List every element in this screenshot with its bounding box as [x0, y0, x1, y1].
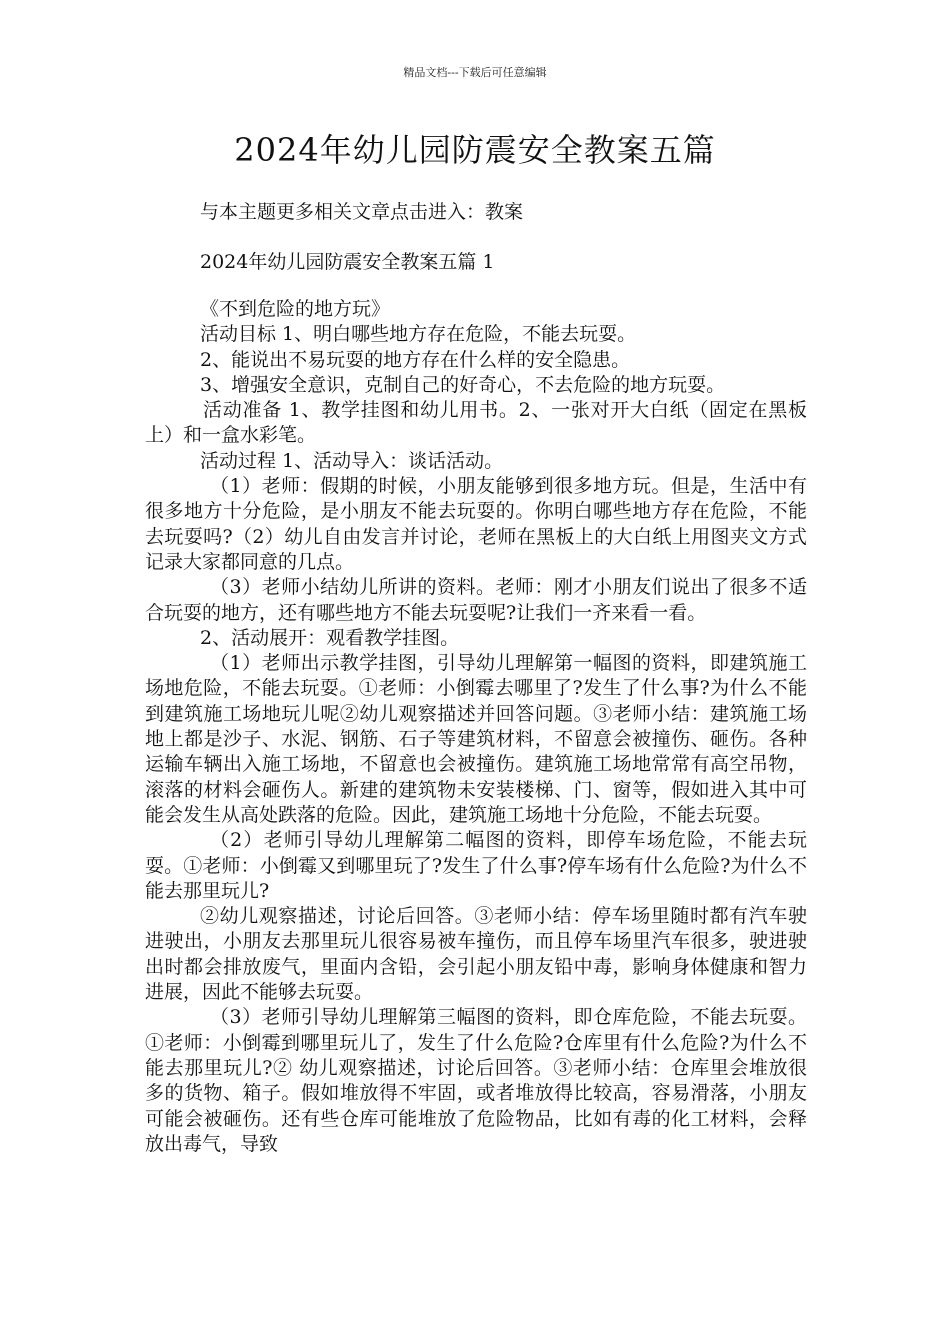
paragraph-activity-expand: 2、活动展开：观看教学挂图。 — [200, 626, 460, 649]
paragraph-process-1: （1）老师：假期的时候，小朋友能够到很多地方玩。但是，生活中有很多地方十分危险，是小朋友不能去玩耍的。你明白哪些地方存在危险，不能去玩耍吗?（2）幼儿自由发言并讨论，老师在黑板上的大白纸上用图夹文方式记录大家都同意的几点。 — [145, 475, 807, 573]
page-header: 精品文档---下载后可任意编辑 — [403, 66, 547, 79]
paragraph-process-intro: 活动过程 1、活动导入：谈话活动。 — [200, 449, 504, 472]
paragraph-goal-2: 2、能说出不易玩耍的地方存在什么样的安全隐患。 — [200, 348, 631, 371]
document-title: 2024年幼儿园防震安全教案五篇 — [234, 131, 716, 169]
paragraph-goal-1: 活动目标 1、明白哪些地方存在危险，不能去玩耍。 — [200, 323, 637, 346]
paragraph-process-3: （3）老师小结幼儿所讲的资料。老师：刚才小朋友们说出了很多不适合玩耍的地方，还有哪些地方不能去玩耍呢?让我们一齐来看一看。 — [145, 576, 807, 624]
related-articles-line: 与本主题更多相关文章点击进入：教案 — [200, 201, 524, 223]
paragraph-picture-3: （3）老师引导幼儿理解第三幅图的资料，即仓库危险，不能去玩耍。①老师：小倒霉到哪里玩儿了，发生了什么危险?仓库里有什么危险?为什么不能去那里玩儿?② 幼儿观察描述，讨论后回答。③老师小结：仓库里会堆放很多的货物、箱子。假如堆放得不牢固，或者堆放得比较高，容易滑落，小朋友可能会被砸伤。还有些仓库可能堆放了危险物品，比如有毒的化工材料，会释放出毒气，导致 — [145, 1006, 807, 1155]
paragraph-picture-2: （2）老师引导幼儿理解第二幅图的资料，即停车场危险，不能去玩耍。①老师：小倒霉又到哪里玩了?发生了什么事?停车场有什么危险?为什么不能去那里玩儿? — [145, 829, 807, 902]
lesson-title: 《不到危险的地方玩》 — [200, 298, 391, 320]
paragraph-picture-1: （1）老师出示教学挂图，引导幼儿理解第一幅图的资料，即建筑施工场地危险，不能去玩耍。①老师：小倒霉去哪里了?发生了什么事?为什么不能到建筑施工场地玩儿呢②幼儿观察描述并回答问题。③老师小结：建筑施工场地上都是沙子、水泥、钢筋、石子等建筑材料，不留意会被撞伤、砸伤。各种运输车辆出入施工场地，不留意也会被撞伤。建筑施工场地常常有高空吊物，滚落的材料会砸伤人。新建的建筑物未安装楼梯、门、窗等，假如进入其中可能会发生从高处跌落的危险。因此，建筑施工场地十分危险，不能去玩耍。 — [145, 652, 807, 826]
document-body — [145, 297, 807, 1157]
paragraph-preparation: 活动准备 1、教学挂图和幼儿用书。2、一张对开大白纸（固定在黑板上）和一盒水彩笔。 — [145, 399, 807, 447]
section-title: 2024年幼儿园防震安全教案五篇 1 — [200, 251, 495, 273]
paragraph-picture-2-summary: ②幼儿观察描述，讨论后回答。③老师小结：停车场里随时都有汽车驶进驶出，小朋友去那里玩儿很容易被车撞伤，而且停车场里汽车很多，驶进驶出时都会排放废气，里面内含铅，会引起小朋友铅中毒，影响身体健康和智力进展，因此不能够去玩耍。 — [145, 905, 807, 1004]
paragraph-goal-3: 3、增强安全意识，克制自己的好奇心，不去危险的地方玩耍。 — [200, 373, 726, 396]
